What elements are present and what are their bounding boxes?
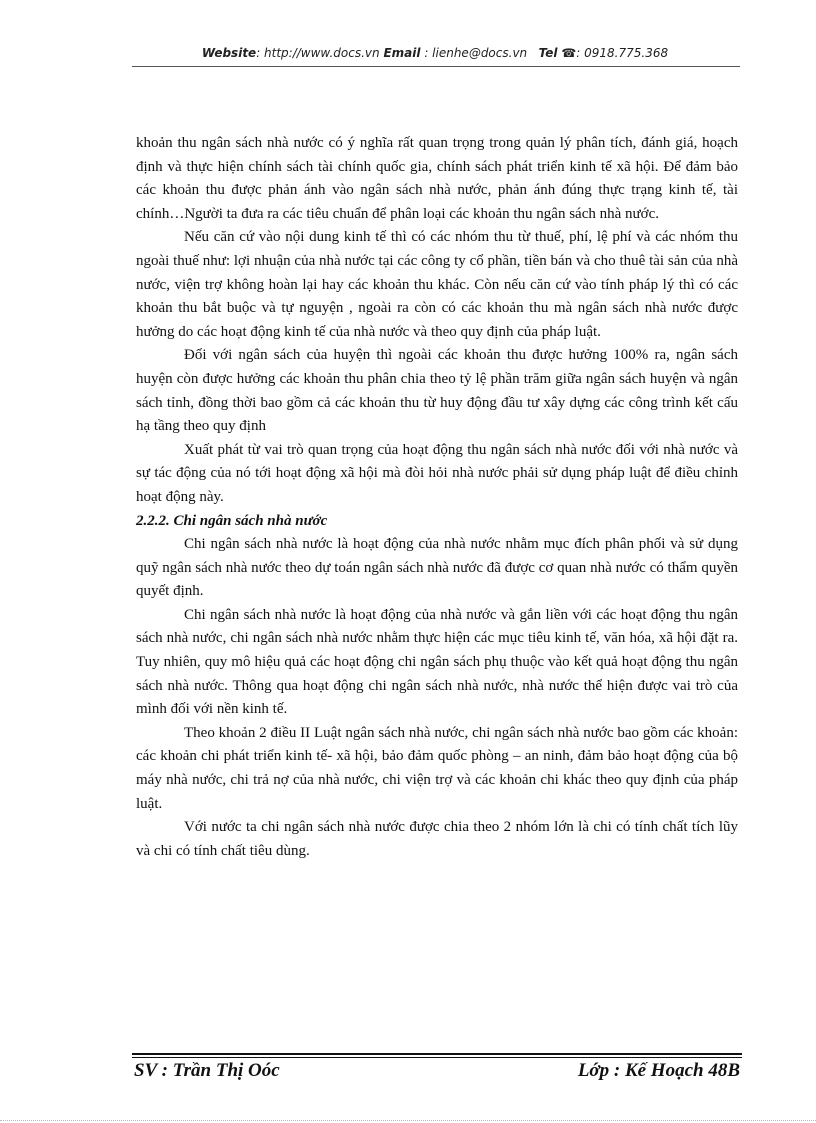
paragraph: Đối với ngân sách của huyện thì ngoài các khoản thu được hưởng 100% ra, ngân sách huyện còn được hưởng các khoản thu phân chia theo tỷ lệ phần trăm giữa ngân sách huyện và ngân sách tỉnh, đồng thời bao gồm cả các khoản thu từ huy động đầu tư xây dựng các công trình kết cấu hạ tầng theo quy định: [136, 347, 738, 435]
phone-icon: ☎: [561, 46, 577, 60]
footer-divider: [132, 1053, 742, 1055]
header-divider: [132, 66, 740, 67]
page-header: [130, 46, 740, 66]
email-label: Email: [383, 46, 421, 60]
footer-divider-thin: [132, 1057, 742, 1058]
paragraph: Chi ngân sách nhà nước là hoạt động của nhà nước nhằm mục đích phân phối và sử dụng quỹ ngân sách nhà nước theo dự toán ngân sách nhà nước đã được cơ quan nhà nước có thẩm quyền quyết định.: [136, 536, 738, 600]
paragraph: Xuất phát từ vai trò quan trọng của hoạt động thu ngân sách nhà nước đối với nhà nước và sự tác động của nó tới hoạt động xã hội mà đòi hỏi nhà nước phải sử dụng pháp luật để điều chỉnh hoạt động này.: [136, 441, 738, 505]
paragraph: Nếu căn cứ vào nội dung kinh tế thì có các nhóm thu từ thuế, phí, lệ phí và các nhóm thu ngoài thuế như: lợi nhuận của nhà nước tại các công ty cổ phần, tiền bán và cho thuê tài sản của nhà nước, viện trợ không hoàn lại hay các khoản thu khác. Còn nếu căn cứ vào tính pháp lý thì có các khoản thu bắt buộc và tự nguyện , ngoài ra còn có các khoản thu mà ngân sách nhà nước được hưởng do các hoạt động kinh tế của nhà nước và theo quy định của pháp luật.: [136, 229, 738, 340]
page-footer: [134, 1060, 740, 1082]
paragraph: Với nước ta chi ngân sách nhà nước được chia theo 2 nhóm lớn là chi có tính chất tích lũy và chi có tính chất tiêu dùng.: [136, 819, 738, 859]
footer-class: Lớp : Kế Hoạch 48B: [577, 1060, 740, 1081]
email-value: : lienhe@docs.vn: [420, 46, 528, 60]
tel-value: : 0918.775.368: [576, 46, 669, 60]
paragraph: Chi ngân sách nhà nước là hoạt động của nhà nước và gắn liền với các hoạt động thu ngân sách nhà nước, chi ngân sách nhà nước nhằm thực hiện các mục tiêu kinh tế, văn hóa, xã hội đặt ra. Tuy nhiên, quy mô hiệu quả các hoạt động chi ngân sách phụ thuộc vào kết quả hoạt động thu ngân sách nhà nước. Thông qua hoạt động chi ngân sách nhà nước, nhà nước thể hiện được vai trò của mình đối với nền kinh tế.: [136, 606, 738, 718]
document-body: [136, 132, 738, 863]
paragraph: khoản thu ngân sách nhà nước có ý nghĩa rất quan trọng trong quản lý phân tích, đánh giá, hoạch định và thực hiện chính sách tài chính quốc gia, chính sách phát triển kinh tế xã hội. Để đảm bảo các khoản thu được phản ánh vào ngân sách nhà nước, phản ánh đúng thực trạng kinh tế, tài chính…Người ta đưa ra các tiêu chuẩn để phân loại các khoản thu ngân sách nhà nước.: [136, 135, 738, 222]
section-heading: 2.2.2. Chi ngân sách nhà nước: [136, 512, 328, 529]
page-edge: [0, 1120, 816, 1122]
tel-label: Tel: [538, 46, 558, 60]
website-label: Website: [201, 46, 257, 60]
website-value: : http://www.docs.vn: [256, 46, 380, 60]
paragraph: Theo khoản 2 điều II Luật ngân sách nhà nước, chi ngân sách nhà nước bao gồm các khoản: các khoản chi phát triển kinh tế- xã hội, bảo đảm quốc phòng – an ninh, đảm bảo hoạt động của bộ máy nhà nước, chi trả nợ của nhà nước, chi viện trợ và các khoản chi khác theo quy định của pháp luật.: [136, 724, 738, 812]
footer-student: SV : Trần Thị Oóc: [134, 1060, 280, 1081]
